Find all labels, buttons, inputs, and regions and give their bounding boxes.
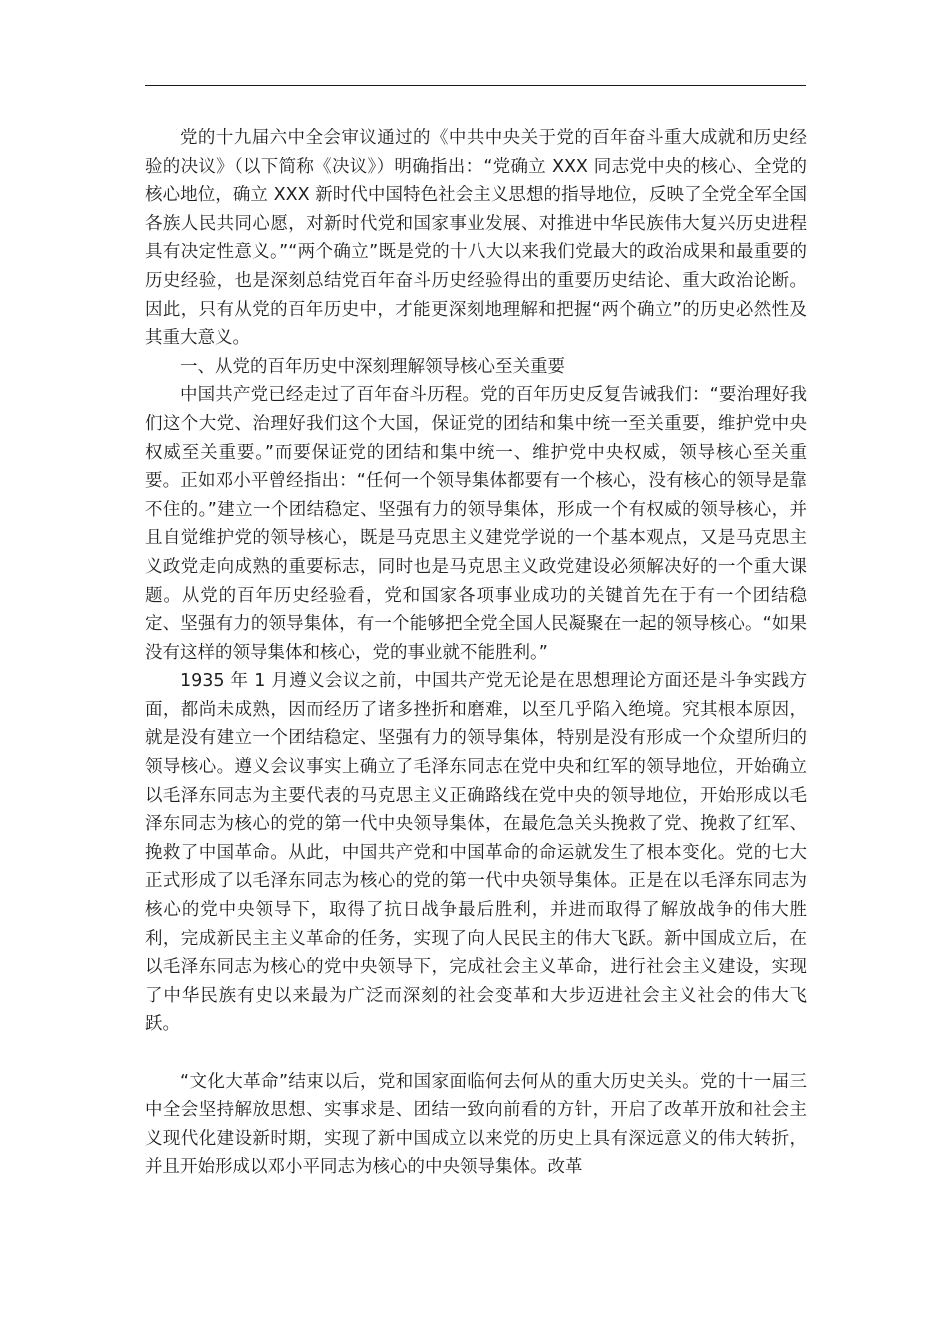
paragraph-intro: 党的十九届六中全会审议通过的《中共中央关于党的百年奋斗重大成就和历史经验的决议》（以下简称《决议》）明确指出：“党确立 XXX 同志党中央的核心、全党的核心地位，确立 XXX 新时代中国特色社会主义思想的指导地位，反映了全党全军全国各族人民共同心愿，对新时代党和国家事业发展、对推进中华民族伟大复兴历史进程具有决定性意义。”“两个确立”既是党的十八大以来我们党最大的政治成果和最重要的历史经验，也是深刻总结党百年奋斗历史经验得出的重要历史结论、重大政治论断。因此，只有从党的百年历史中，才能更深刻地理解和把握“两个确立”的历史必然性及其重大意义。 <box>145 128 807 349</box>
paragraph-zunyi-meeting: 1935 年 1 月遵义会议之前，中国共产党无论是在思想理论方面还是斗争实践方面，都尚未成熟，因而经历了诸多挫折和磨难，以至几乎陷入绝境。究其根本原因，就是没有建立一个团结稳定、坚强有力的领导集体，特别是没有形成一个众望所归的领导核心。遵义会议事实上确立了毛泽东同志在党中央和红军的领导地位，开始确立以毛泽东同志为主要代表的马克思主义正确路线在党中央的领导地位，开始形成以毛泽东同志为核心的党的第一代中央领导集体，在最危急关头挽救了党、挽救了红军、挽救了中国革命。从此，中国共产党和中国革命的命运就发生了根本变化。党的七大正式形成了以毛泽东同志为核心的党的第一代中央领导集体。正是在以毛泽东同志为核心的党中央领导下，取得了抗日战争最后胜利，并进而取得了解放战争的伟大胜利，完成新民主主义革命的任务，实现了向人民民主的伟大飞跃。新中国成立后，在以毛泽东同志为核心的党中央领导下，完成社会主义革命，进行社会主义建设，实现了中华民族有史以来最为广泛而深刻的社会变革和大步迈进社会主义社会的伟大飞跃。 <box>145 671 807 1035</box>
document-body <box>145 124 807 1182</box>
header-rule <box>145 85 806 86</box>
section-heading-1: 一、从党的百年历史中深刻理解领导核心至关重要 <box>180 356 565 377</box>
paragraph-leadership-core: 中国共产党已经走过了百年奋斗历程。党的百年历史反复告诫我们：“要治理好我们这个大党、治理好我们这个大国，保证党的团结和集中统一至关重要，维护党中央权威至关重要。”而要保证党的团结和集中统一、维护党中央权威，领导核心至关重要。正如邓小平曾经指出：“任何一个领导集体都要有一个核心，没有核心的领导是靠不住的。”建立一个团结稳定、坚强有力的领导集体，形成一个有权威的领导核心，并且自觉维护党的领导核心，既是马克思主义建党学说的一个基本观点，又是马克思主义政党走向成熟的重要标志，同时也是马克思主义政党建设必须解决好的一个重大课题。从党的百年历史经验看，党和国家各项事业成功的关键首先在于有一个团结稳定、坚强有力的领导集体，有一个能够把全党全国人民凝聚在一起的领导核心。“如果没有这样的领导集体和核心，党的事业就不能胜利。” <box>145 385 807 663</box>
paragraph-cultural-revolution: “文化大革命”结束以后，党和国家面临何去何从的重大历史关头。党的十一届三中全会坚持解放思想、实事求是、团结一致向前看的方针，开启了改革开放和社会主义现代化建设新时期，实现了新中国成立以来党的历史上具有深远意义的伟大转折，并且开始形成以邓小平同志为核心的中央领导集体。改革 <box>145 1071 807 1178</box>
